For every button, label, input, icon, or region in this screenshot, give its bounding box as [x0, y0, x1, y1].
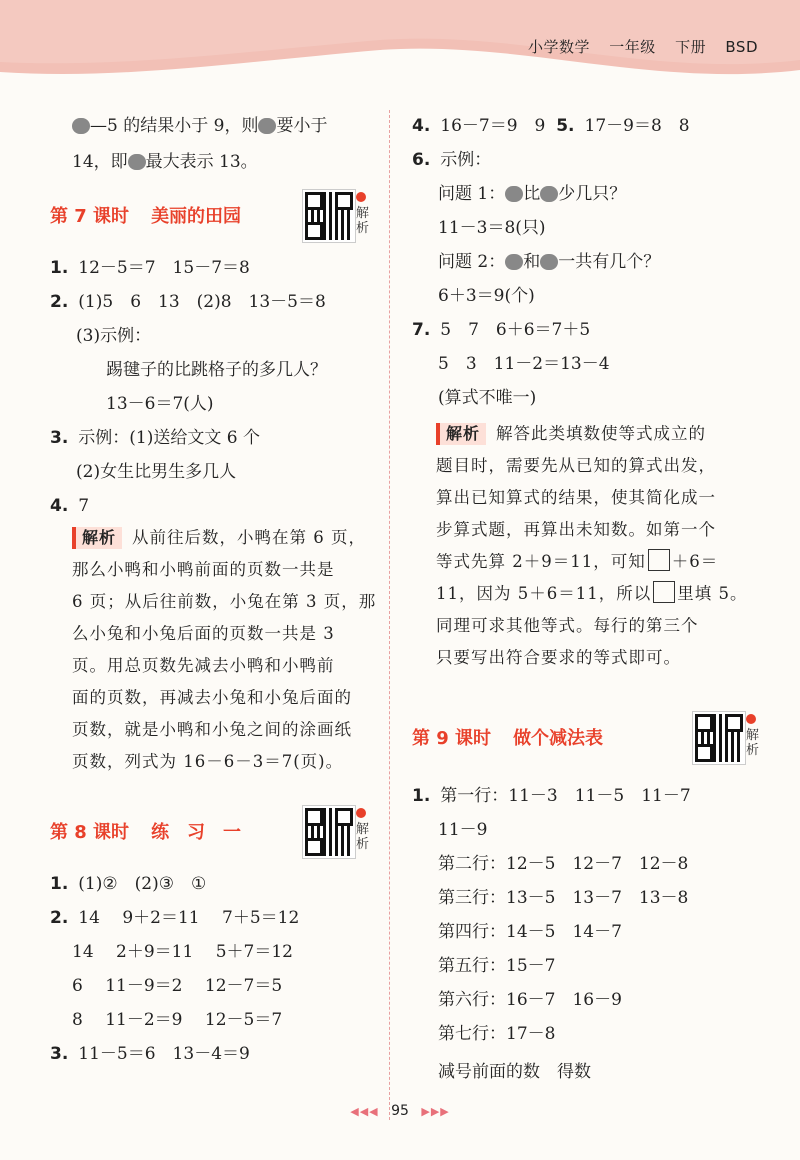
lesson8-title: 第 8 课时 练 习 一 — [50, 822, 242, 843]
left-arrows-icon: ◀◀◀ — [350, 1105, 379, 1118]
grapes-icon — [72, 118, 90, 134]
header-grade: 一年级 — [609, 38, 656, 56]
blank-box — [648, 549, 670, 571]
e3-line: 3. 11－5＝6 13－4＝9 — [50, 1044, 250, 1064]
grapes-icon — [258, 118, 276, 134]
lesson9-title: 第 9 课时 做个减法表 — [412, 728, 604, 749]
intro-line-1: —5 的结果小于 9，则 要小于 — [72, 114, 327, 138]
q2-line: 2. (1)5 6 13 (2)8 13－5＝8 — [50, 292, 326, 312]
q4-line: 4. 7 — [50, 496, 90, 516]
pineapple-icon — [505, 254, 523, 270]
lesson7-title: 第 7 课时 美丽的田园 — [50, 206, 242, 227]
page-number: ◀◀◀ 95 ▶▶▶ — [350, 1103, 450, 1119]
r7-line: 7. 5 7 6＋6＝7＋5 — [412, 320, 591, 340]
chick-icon — [540, 186, 558, 202]
right-arrows-icon: ▶▶▶ — [421, 1105, 450, 1118]
q3-line: 3. 示例：(1)送给文文 6 个 — [50, 428, 261, 448]
qr-label: 解析 — [746, 728, 760, 758]
r6-q2-answer: 6＋3＝9(个) — [438, 286, 535, 306]
table-row: 11－9 — [438, 820, 488, 840]
q3b-line: (2)女生比男生多几人 — [76, 462, 237, 482]
play-icon — [356, 192, 366, 202]
r7b-line: 5 3 11－2＝13－4 — [438, 354, 610, 374]
analysis-tag: 解析 — [72, 527, 122, 549]
play-icon — [746, 714, 756, 724]
mushroom-icon — [540, 254, 558, 270]
rabbit-icon — [505, 186, 523, 202]
analysis-block-left: 解析 从前往后数，小鸭在第 6 页， 那么小鸭和小鸭前面的页数一共是 6 页；从后往前数，小兔在第 3 页，那 么小兔和小兔后面的页数一共是 3 页。用总页数先减去小鸭和小鸭前 面的页数，再减去小兔和小兔后面的 页数，就是小鸭和小兔之间的涂画纸 页数，列式为 16－6－3＝7(页)。 — [72, 528, 377, 771]
play-icon — [356, 808, 366, 818]
r4-r5-line: 4. 16－7＝9 9 5. 17－9＝8 8 — [412, 116, 690, 136]
e2-row: 14 2＋9＝11 5＋7＝12 — [72, 942, 293, 962]
column-divider — [389, 110, 390, 1120]
header-subject: 小学数学 — [528, 38, 591, 56]
intro-line-2: 14，即 最大表示 13。 — [72, 152, 258, 172]
q1-line: 1. 12－5＝7 15－7＝8 — [50, 258, 250, 278]
r6-q2-line: 问题 2： 和 一共有几个？ — [438, 252, 661, 272]
analysis-block-right: 解析 解答此类填数使等式成立的 题目时，需要先从已知的算式出发， 算出已知算式的结果，使其简化成一 步算式题，再算出未知数。如第一个 等式先算 2＋9＝11，可知 ＋6＝ 11，因为 5＋6＝11，所以 里填 5。 同理可求其他等式。每行的第三个 只要写出符合要求的等式即可。 — [436, 424, 748, 667]
qr-code-icon[interactable] — [303, 190, 355, 242]
table-row: 第五行：15－7 — [438, 956, 556, 976]
grapes-icon — [128, 154, 146, 170]
e2-line: 2. 14 9＋2＝11 7＋5＝12 — [50, 908, 300, 928]
e2-row: 8 11－2＝9 12－5＝7 — [72, 1010, 283, 1030]
q2-3a-line: 踢毽子的比跳格子的多几人？ — [106, 360, 327, 380]
header-edition: BSD — [725, 38, 758, 56]
e1-line: 1. (1)② (2)③ ① — [50, 874, 207, 894]
r6-line: 6. 示例： — [412, 150, 492, 170]
r6-q1-line: 问题 1： 比 少几只？ — [438, 184, 627, 204]
qr-code-icon[interactable] — [693, 712, 745, 764]
table-row: 第三行：13－5 13－7 13－8 — [438, 888, 689, 908]
analysis-tag: 解析 — [436, 423, 486, 445]
table-row: 第二行：12－5 12－7 12－8 — [438, 854, 689, 874]
table-row: 第六行：16－7 16－9 — [438, 990, 622, 1010]
qr-label: 解析 — [356, 822, 370, 852]
header-volume: 下册 — [675, 38, 707, 56]
header-title — [514, 36, 758, 57]
table-row: 减号前面的数 得数 — [438, 1062, 591, 1082]
table-row: 第四行：14－5 14－7 — [438, 922, 622, 942]
e2-row: 6 11－9＝2 12－7＝5 — [72, 976, 283, 996]
table-row: 1. 第一行：11－3 11－5 11－7 — [412, 786, 691, 806]
r7c-line: (算式不唯一) — [438, 388, 537, 408]
qr-code-icon[interactable] — [303, 806, 355, 858]
qr-label: 解析 — [356, 206, 370, 236]
q2-3-line: (3)示例： — [76, 326, 152, 346]
q2-3b-line: 13－6＝7(人) — [106, 394, 214, 414]
blank-box — [653, 581, 675, 603]
r6-q1-answer: 11－3＝8(只) — [438, 218, 546, 238]
table-row: 第七行：17－8 — [438, 1024, 556, 1044]
